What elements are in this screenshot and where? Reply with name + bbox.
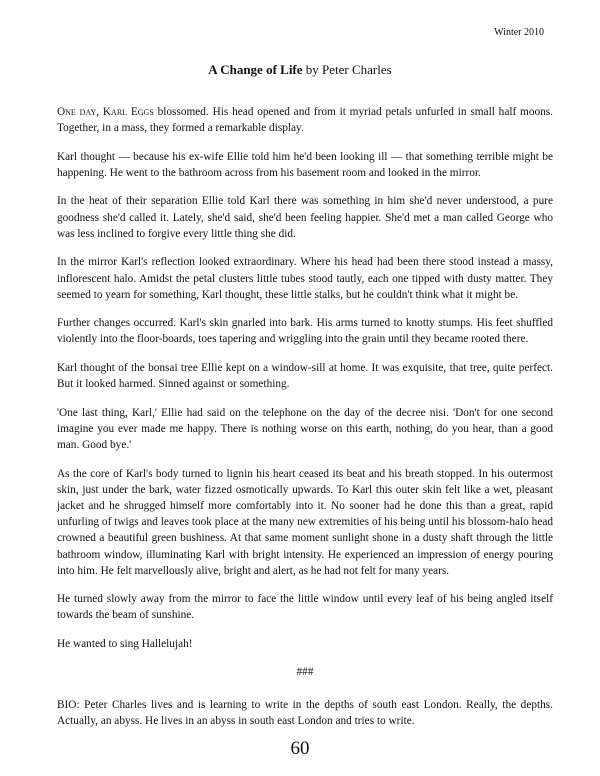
paragraph: Further changes occurred. Karl's skin gnarled into bark. His arms turned to knotty stumps. His feet shuffled violently into the floor-boards, toes tapering and wriggling into the grain until they became rooted there. <box>57 317 553 346</box>
paragraph: In the mirror Karl's reflection looked extraordinary. Where his head had been there stood instead a massy, inflorescent halo. Amidst the petal clusters little tubes stood tautly, each one tipped with dusty matter. They seemed to yearn for something, Karl thought, these little stalks, but he couldn't think what it might be. <box>57 256 553 301</box>
story-title: A Change of Life <box>208 62 303 77</box>
paragraph: 'One last thing, Karl,' Ellie had said on the telephone on the day of the decree nisi. 'Don't for one second imagine you ever made me happy. There is nothing worse on this earth, nothing, do you hear, than a good man. Good bye.' <box>57 406 553 452</box>
opening-smallcaps: One day, Karl Eggs <box>57 106 154 118</box>
paragraph: Karl thought — because his ex-wife Ellie told him he'd been looking ill — that something terrible might be happening. He went to the bathroom across from his basement room and looked in the mirror. <box>57 150 553 179</box>
paragraph <box>57 104 553 136</box>
story-byline: by Peter Charles <box>305 62 392 77</box>
paragraph: He turned slowly away from the mirror to face the little window until every leaf of his being angled itself towards the beam of sunshine. <box>57 593 553 622</box>
paragraph-text: blossomed. His head opened and from it myriad petals unfurled in small half moons. Together, in a mass, they formed a remarkable display. <box>57 106 554 135</box>
story-body <box>57 104 553 741</box>
paragraph: He wanted to sing Hallelujah! <box>57 637 193 650</box>
section-separator: ### <box>296 666 314 679</box>
author-bio: BIO: Peter Charles lives and is learning to write in the depths of south east London. Really, the depths. Actually, an abyss. He lives in an abyss in south east London and tries to write. <box>57 698 553 727</box>
page-number: 60 <box>290 738 310 759</box>
issue-date: Winter 2010 <box>494 27 544 38</box>
paragraph: In the heat of their separation Ellie told Karl there was something in him she'd never understood, a pure goodness she'd called it. Lately, she'd said, she'd been feeling happier. She'd met a man called George who was less inclined to forgive every little thing she did. <box>57 195 553 240</box>
paragraph: Karl thought of the bonsai tree Ellie kept on a window-sill at home. It was exquisite, that tree, quite perfect. But it looked harmed. Sinned against or something. <box>57 361 553 391</box>
paragraph: As the core of Karl's body turned to lignin his heart ceased its beat and his breath stopped. In his outermost skin, just under the bark, water fizzed osmotically upwards. To Karl this outer skin felt like a wet, pleasant jacket and he shrugged himself more comfortably into it. No sooner had he done this than a great, rapid unfurling of twigs and leaves took place at the many new extremities of his being until his blossom-halo head crowned a beautiful green bushiness. At that same moment sunlight shone in a dusty shaft through the little bathroom window, illuminating Karl with bright intensity. He experienced an impression of energy pouring into him. He felt marvellously alive, bright and alert, as he had not felt for many years. <box>57 467 553 577</box>
story-title-line <box>0 62 600 78</box>
